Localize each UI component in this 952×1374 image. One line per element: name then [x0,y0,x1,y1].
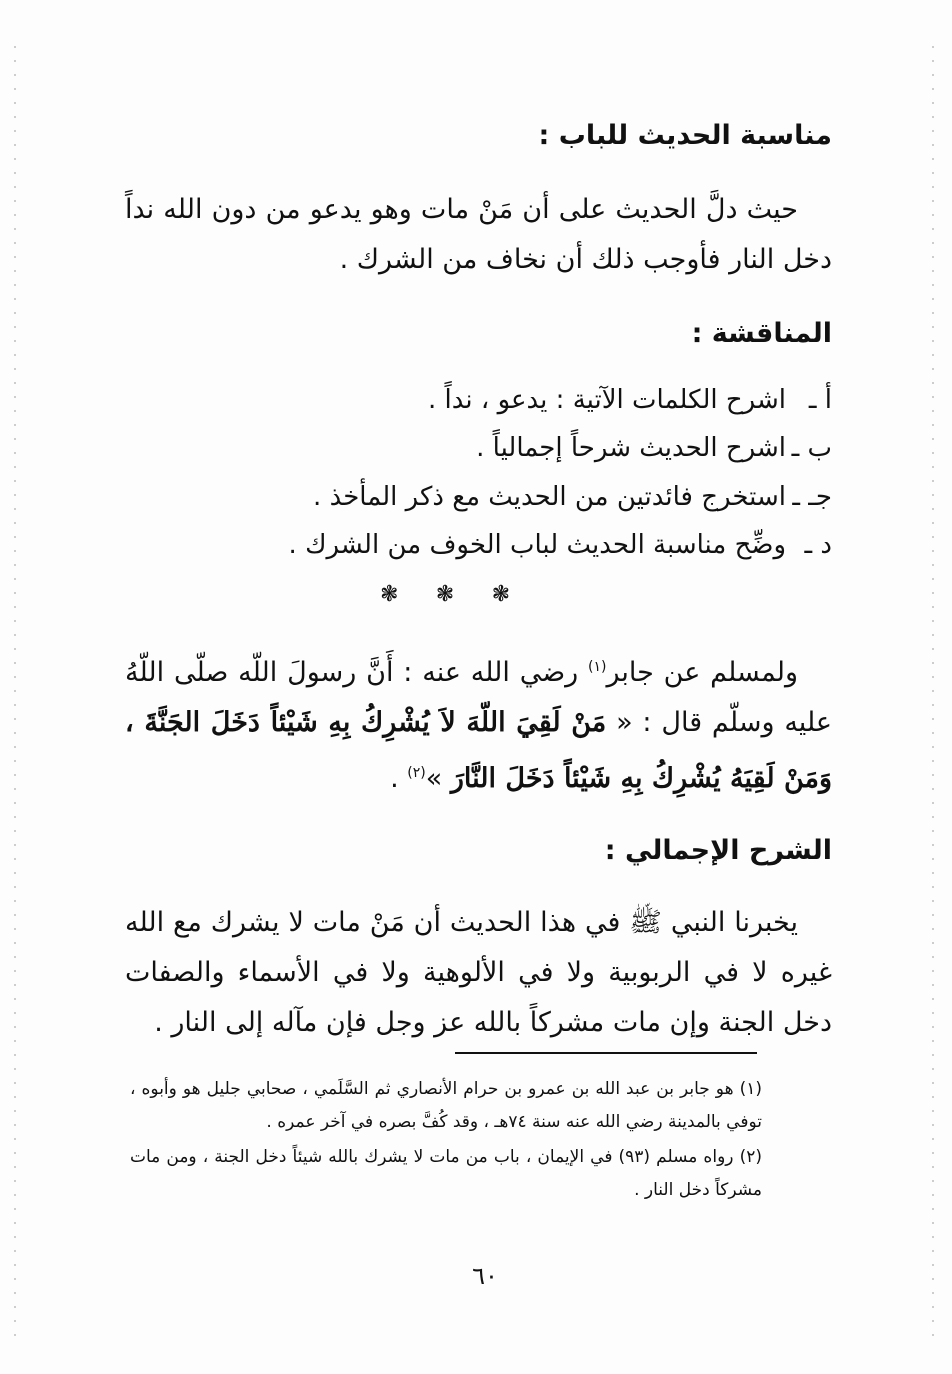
hadith-text: ولمسلم عن جابر$^{(١)}$ رضي الله عنه : أَنَّ رسولَ اللّه صلّى اللّهُ عليه وسلّم قال : « مَنْ لَقِيَ اللّهَ لاَ يُشْرِكُ بِهِ شَيْئاً دَخَلَ الجَنَّةَ ، وَمَنْ لَقِيَهُ يُشْرِكُ بِهِ شَيْئاً دَخَلَ النَّارَ »$^{(٢)}$ . [125,657,832,794]
hadith-paragraph [125,642,832,804]
item-text: وضِّح مناسبة الحديث لباب الخوف من الشرك . [288,530,786,560]
summary-paragraph [125,898,832,1048]
footnotes [130,1073,762,1209]
discussion-item-c [313,482,832,512]
footnote-2: (٢) رواه مسلم (٩٣) في الإيمان ، باب من مات لا يشرك بالله شيئاً دخل الجنة ، ومن مات مشركاً دخل النار . [130,1147,762,1200]
relevance-text: حيث دلَّ الحديث على أن مَنْ مات وهو يدعو من دون الله نداً دخل النار فأوجب ذلك أن نخاف من الشرك . [125,194,832,275]
footnote-1: (١) هو جابر بن عبد الله بن عمرو بن حرام الأنصاري ثم السَّلَمي ، صحابي جليل هو وأبوه ، توفي بالمدينة رضي الله عنه سنة ٧٤هـ ، وقد كُفَّ بصره في آخر عمره . [130,1079,762,1132]
discussion-item-b [476,433,832,463]
star-ornament-icon: ❃ [380,582,399,607]
discussion-item-a [428,385,832,415]
margin-dots-right [932,40,934,1340]
discussion-item-d [289,530,832,560]
footnote-ref-1: (١) [588,659,607,675]
relevance-paragraph [125,185,832,285]
item-text: استخرج فائدتين من الحديث مع ذكر المأخذ . [313,482,786,512]
item-letter: د ـ [804,530,832,560]
summary-text: يخبرنا النبي ﷺ في هذا الحديث أن مَنْ مات لا يشرك مع الله غيره لا في الربوبية ولا في الألوهية ولا في الأسماء والصفات دخل الجنة وإن مات مشركاً بالله عز وجل فإن مآله إلى النار . [125,907,832,1038]
footnote-divider [455,1052,757,1054]
margin-dots-left [14,40,16,1340]
summary-heading: الشرح الإجمالي : [604,835,832,866]
item-letter: ب ـ [791,433,832,463]
item-text: اشرح الحديث شرحاً إجمالياً . [476,433,786,463]
star-ornament-icon: ❃ [491,582,510,607]
page-number: ٦٠ [472,1262,498,1290]
star-ornament-icon: ❃ [435,582,455,607]
item-letter: أ ـ [808,385,832,415]
section-separator [380,582,510,607]
discussion-heading: المناقشة : [691,318,832,349]
footnote-ref-2: (٢) [407,765,426,781]
relevance-heading: مناسبة الحديث للباب : [538,120,832,151]
item-text: اشرح الكلمات الآتية : يدعو ، نداً . [428,385,786,415]
hadith-quote: مَنْ لَقِيَ اللّهَ لاَ يُشْرِكُ بِهِ شَيْئاً دَخَلَ الجَنَّةَ ، وَمَنْ لَقِيَهُ يُشْرِكُ بِهِ شَيْئاً دَخَلَ النَّارَ [125,707,832,794]
item-letter: جـ ـ [792,482,832,512]
